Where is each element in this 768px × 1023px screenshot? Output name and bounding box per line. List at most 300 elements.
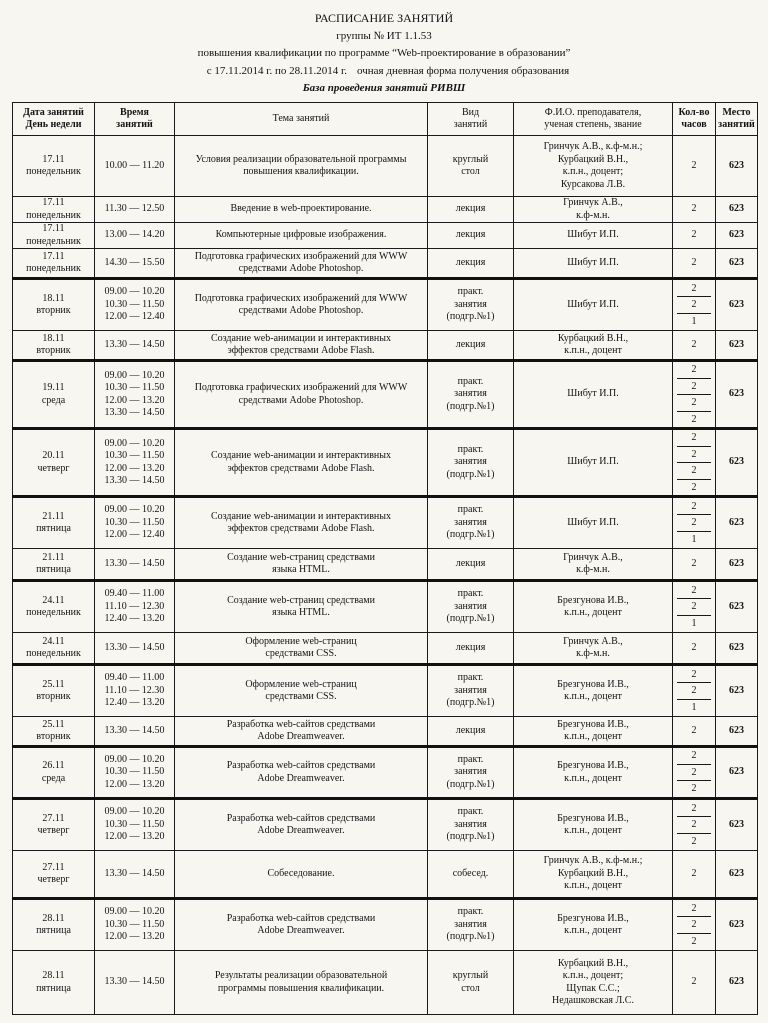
time-slot: 09.40 — 11.00 (104, 672, 165, 684)
col-header-teacher-line2: ученая степень, звание (544, 119, 642, 130)
hours-value: 2 (677, 447, 711, 464)
hours-value: 2 (691, 481, 697, 493)
time-slot: 11.30 — 12.50 (104, 203, 165, 215)
kind-line: (подгр.№1) (446, 697, 495, 709)
teacher-line: Гринчук А.В., к.ф-м.н.; (543, 141, 643, 152)
kind-line: стол (461, 166, 480, 177)
kind-line: лекция (455, 557, 486, 569)
teacher-cell (514, 361, 673, 429)
time-slot: 13.00 — 14.20 (104, 229, 165, 241)
topic-line: Разработка web-сайтов средствами (226, 760, 376, 771)
weekday-value: понедельник (26, 209, 81, 221)
hours-value: 2 (691, 203, 697, 215)
kind-cell (428, 331, 514, 361)
date-value: 17.11 (42, 153, 65, 165)
teacher-cell (514, 249, 673, 279)
time-slot: 13.30 — 14.50 (104, 976, 165, 988)
hours-cell (673, 197, 716, 223)
topic-cell (175, 665, 428, 717)
kind-cell (428, 279, 514, 331)
time-slot: 10.30 — 11.50 (104, 766, 165, 778)
hours-value: 1 (691, 315, 697, 327)
hours-cell (673, 331, 716, 361)
time-cell (95, 331, 175, 361)
date-cell (13, 549, 95, 581)
teacher-line: Шибут И.П. (567, 456, 619, 468)
table-row (13, 223, 758, 249)
time-slot: 12.40 — 13.20 (104, 697, 165, 709)
room-value: 623 (716, 331, 758, 361)
hours-value: 2 (677, 901, 711, 918)
date-cell (13, 429, 95, 497)
date-value: 17.11 (42, 223, 65, 234)
teacher-line: Брезгунова И.В., (557, 718, 629, 730)
kind-cell (428, 429, 514, 497)
time-cell (95, 747, 175, 799)
hours-value: 1 (691, 701, 697, 713)
hours-value: 2 (691, 835, 697, 847)
teacher-line: к.п.н., доцент (564, 772, 622, 784)
date-cell (13, 581, 95, 633)
col-header-kind-line2: занятий (453, 119, 488, 130)
document-header (0, 0, 768, 98)
teacher-cell (514, 747, 673, 799)
time-slot: 13.30 — 14.50 (104, 475, 165, 486)
room-value: 623 (716, 665, 758, 717)
hours-value: 2 (677, 599, 711, 616)
hours-value: 2 (677, 748, 711, 765)
time-slot: 12.00 — 13.20 (104, 831, 165, 843)
date-cell (13, 223, 95, 249)
hours-cell (673, 223, 716, 249)
teacher-line: к.п.н., доцент (564, 607, 622, 618)
teacher-cell (514, 665, 673, 717)
topic-line: Создание web-анимации и интерактивных (210, 450, 392, 461)
room-value: 623 (716, 899, 758, 951)
date-cell (13, 331, 95, 361)
teacher-cell (514, 549, 673, 581)
weekday-value: вторник (36, 305, 71, 316)
teacher-line: к.ф-м.н. (576, 648, 610, 659)
col-header-kind-line1: Вид (461, 107, 480, 118)
hours-value: 2 (677, 515, 711, 532)
kind-line: занятия (454, 684, 487, 696)
kind-cell (428, 899, 514, 951)
kind-cell (428, 665, 514, 717)
col-header-room-line2: занятий (718, 119, 755, 130)
topic-cell (175, 429, 428, 497)
date-value: 17.11 (42, 197, 65, 208)
time-cell (95, 717, 175, 747)
topic-cell (175, 249, 428, 279)
kind-line: (подгр.№1) (446, 529, 495, 541)
weekday-value: пятница (36, 523, 71, 534)
time-cell (95, 951, 175, 1015)
time-slot: 10.30 — 11.50 (104, 382, 165, 393)
kind-cell (428, 361, 514, 429)
room-value: 623 (716, 429, 758, 497)
date-cell (13, 249, 95, 279)
topic-line: Условия реализации образовательной программы (195, 153, 407, 165)
date-cell (13, 497, 95, 549)
time-slot: 10.30 — 11.50 (104, 298, 165, 310)
hours-value: 2 (677, 379, 711, 396)
topic-cell (175, 633, 428, 665)
topic-line: Оформление web-страниц (245, 635, 357, 647)
hours-cell (673, 799, 716, 851)
teacher-line: к.п.н., доцент (564, 825, 622, 836)
table-row (13, 717, 758, 747)
kind-line: собесед. (452, 867, 489, 879)
dates-line (8, 63, 768, 81)
hours-cell (673, 747, 716, 799)
time-slot: 10.30 — 11.50 (104, 516, 165, 528)
date-cell (13, 197, 95, 223)
topic-cell (175, 279, 428, 331)
kind-cell (428, 497, 514, 549)
teacher-line: Недашковская Л.С. (552, 995, 634, 1006)
table-row (13, 951, 758, 1015)
room-value: 623 (716, 223, 758, 249)
teacher-line: Гринчук А.В., (563, 197, 623, 208)
weekday-value: пятница (36, 925, 71, 936)
kind-line: практ. (457, 375, 484, 387)
topic-cell (175, 549, 428, 581)
topic-line: Собеседование. (267, 867, 335, 879)
topic-line: средствами CSS. (265, 691, 337, 702)
topic-line: Создание web-анимации и интерактивных (210, 510, 392, 522)
date-value: 21.11 (42, 551, 65, 563)
hours-value: 2 (677, 395, 711, 412)
time-slot: 14.30 — 15.50 (104, 256, 165, 268)
table-row (13, 549, 758, 581)
kind-line: занятия (454, 298, 487, 310)
weekday-value: среда (41, 772, 66, 784)
teacher-cell (514, 429, 673, 497)
teacher-line: Шибут И.П. (567, 298, 619, 310)
hours-cell (673, 279, 716, 331)
kind-line: занятия (454, 600, 487, 612)
hours-value: 2 (691, 338, 697, 350)
col-header-time-line1: Время (120, 107, 149, 118)
time-slot: 13.30 — 14.50 (104, 557, 165, 569)
table-row (13, 331, 758, 361)
room-value: 623 (716, 951, 758, 1015)
time-slot: 09.00 — 10.20 (104, 806, 165, 818)
weekday-value: понедельник (26, 607, 81, 618)
time-cell (95, 633, 175, 665)
topic-cell (175, 331, 428, 361)
weekday-value: четверг (37, 462, 70, 474)
time-slot: 12.40 — 13.20 (104, 613, 165, 625)
teacher-line: Курбацкий В.Н., (557, 153, 629, 165)
time-slot: 09.00 — 10.20 (104, 369, 165, 381)
teacher-line: Гринчук А.В., к.ф-м.н.; (543, 855, 643, 867)
hours-cell (673, 717, 716, 747)
kind-line: (подгр.№1) (446, 311, 495, 323)
time-cell (95, 899, 175, 951)
teacher-cell (514, 223, 673, 249)
time-slot: 09.00 — 10.20 (104, 753, 165, 765)
topic-line: Разработка web-сайтов средствами (226, 912, 376, 924)
kind-line: (подгр.№1) (446, 400, 495, 412)
time-slot: 10.30 — 11.50 (104, 450, 165, 461)
date-cell (13, 951, 95, 1015)
time-slot: 12.00 — 13.20 (104, 778, 165, 790)
weekday-value: четверг (37, 825, 70, 836)
kind-line: (подгр.№1) (446, 468, 495, 480)
room-value: 623 (716, 136, 758, 197)
teacher-cell (514, 951, 673, 1015)
kind-line: стол (461, 982, 480, 994)
hours-cell (673, 429, 716, 497)
topic-line: программы повышения квалификации. (217, 982, 385, 994)
time-slot: 13.30 — 14.50 (104, 724, 165, 736)
hours-value: 2 (691, 557, 697, 569)
hours-value: 2 (677, 362, 711, 379)
program-name: повышения квалификации по программе “Web-проектирование в образовании” (197, 47, 571, 59)
room-value: 623 (716, 549, 758, 581)
date-value: 27.11 (42, 861, 65, 873)
teacher-line: Брезгунова И.В., (557, 678, 629, 690)
topic-line: Результаты реализации образовательной (214, 970, 388, 981)
kind-cell (428, 581, 514, 633)
date-cell (13, 899, 95, 951)
teacher-line: к.ф-м.н. (576, 564, 610, 575)
topic-cell (175, 197, 428, 223)
date-value: 25.11 (42, 718, 65, 730)
room-value: 623 (716, 581, 758, 633)
kind-line: лекция (455, 338, 486, 350)
col-header-kind (428, 103, 514, 136)
teacher-line: Брезгунова И.В., (557, 760, 629, 771)
date-cell (13, 279, 95, 331)
time-slot: 11.10 — 12.30 (104, 600, 165, 612)
hours-value: 2 (677, 667, 711, 684)
hours-value: 2 (677, 463, 711, 480)
teacher-line: к.п.н., доцент; (562, 166, 624, 177)
time-slot: 13.30 — 14.50 (104, 338, 165, 350)
topic-line: Adobe Dreamweaver. (257, 825, 345, 836)
date-cell (13, 361, 95, 429)
date-value: 21.11 (42, 510, 65, 522)
venue-line: База проведения занятий РИВШ (302, 82, 466, 94)
topic-line: средствами Adobe Photoshop. (238, 305, 364, 316)
kind-line: занятия (454, 456, 487, 468)
teacher-line: Щупак С.С.; (566, 982, 620, 994)
time-slot: 12.00 — 13.20 (104, 462, 165, 474)
time-slot: 09.00 — 10.20 (104, 437, 165, 449)
time-slot: 13.30 — 14.50 (104, 407, 165, 418)
col-header-hours (673, 103, 716, 136)
table-row (13, 899, 758, 951)
topic-line: Разработка web-сайтов средствами (226, 812, 376, 824)
hours-cell (673, 951, 716, 1015)
teacher-line: Брезгунова И.В., (557, 812, 629, 824)
time-slot: 13.30 — 14.50 (104, 641, 165, 653)
date-value: 28.11 (42, 912, 65, 924)
kind-line: практ. (457, 443, 484, 455)
teacher-line: к.п.н., доцент (564, 925, 622, 936)
teacher-cell (514, 633, 673, 665)
kind-cell (428, 249, 514, 279)
time-cell (95, 665, 175, 717)
table-header-row (13, 103, 758, 136)
col-header-time-line2: занятий (116, 119, 153, 130)
topic-cell (175, 717, 428, 747)
study-form: очная дневная форма получения образования (357, 64, 570, 77)
date-value: 26.11 (42, 760, 65, 771)
table-row (13, 279, 758, 331)
kind-cell (428, 799, 514, 851)
hours-cell (673, 899, 716, 951)
weekday-value: вторник (36, 731, 71, 742)
time-cell (95, 279, 175, 331)
kind-line: (подгр.№1) (446, 831, 495, 843)
kind-cell (428, 549, 514, 581)
time-cell (95, 361, 175, 429)
kind-line: занятия (454, 766, 487, 778)
date-value: 24.11 (42, 635, 65, 647)
kind-line: (подгр.№1) (446, 931, 495, 943)
hours-value: 2 (677, 765, 711, 782)
hours-value: 2 (691, 159, 697, 171)
time-cell (95, 197, 175, 223)
col-header-topic: Тема занятий (175, 103, 428, 136)
topic-cell (175, 361, 428, 429)
time-slot: 09.00 — 10.20 (104, 504, 165, 516)
time-slot: 11.10 — 12.30 (104, 684, 165, 696)
topic-line: Оформление web-страниц (245, 678, 357, 690)
date-value: 28.11 (42, 970, 65, 981)
teacher-cell (514, 497, 673, 549)
teacher-cell (514, 581, 673, 633)
kind-line: практ. (457, 906, 484, 918)
hours-cell (673, 497, 716, 549)
room-value: 623 (716, 197, 758, 223)
kind-cell (428, 717, 514, 747)
teacher-line: к.п.н., доцент (564, 345, 622, 356)
topic-line: Введение в web-проектирование. (230, 203, 372, 215)
weekday-value: понедельник (26, 648, 81, 659)
topic-line: Adobe Dreamweaver. (257, 925, 345, 936)
teacher-line: Гринчук А.В., (563, 635, 623, 647)
room-value: 623 (716, 799, 758, 851)
teacher-line: Брезгунова И.В., (557, 594, 629, 606)
topic-line: языка HTML. (272, 564, 330, 575)
topic-cell (175, 899, 428, 951)
teacher-line: Шибут И.П. (567, 229, 619, 241)
topic-cell (175, 497, 428, 549)
col-header-time (95, 103, 175, 136)
topic-cell (175, 223, 428, 249)
hours-value: 2 (691, 641, 697, 653)
kind-line: круглый (452, 970, 489, 981)
topic-line: Подготовка графических изображений для WWW (194, 250, 408, 262)
topic-line: Компьютерные цифровые изображения. (215, 229, 387, 241)
time-slot: 12.00 — 12.40 (104, 311, 165, 323)
date-cell (13, 665, 95, 717)
teacher-cell (514, 717, 673, 747)
time-slot: 10.00 — 11.20 (104, 159, 165, 171)
kind-line: практ. (457, 753, 484, 765)
hours-value: 2 (677, 430, 711, 447)
topic-line: Создание web-анимации и интерактивных (210, 332, 392, 344)
hours-value: 2 (677, 817, 711, 834)
hours-value: 2 (677, 917, 711, 934)
hours-value: 2 (677, 297, 711, 314)
teacher-line: Шибут И.П. (567, 516, 619, 528)
kind-line: практ. (457, 806, 484, 818)
kind-line: занятия (454, 516, 487, 528)
col-header-date (13, 103, 95, 136)
kind-line: лекция (455, 229, 486, 241)
kind-cell (428, 223, 514, 249)
kind-line: занятия (454, 388, 487, 400)
hours-cell (673, 136, 716, 197)
teacher-line: Курбацкий В.Н., (557, 957, 629, 969)
topic-line: Разработка web-сайтов средствами (226, 718, 376, 730)
time-slot: 10.30 — 11.50 (104, 918, 165, 930)
document-title: РАСПИСАНИЕ ЗАНЯТИЙ (314, 11, 454, 25)
teacher-line: Брезгунова И.В., (557, 912, 629, 924)
table-row (13, 361, 758, 429)
table-row (13, 136, 758, 197)
hours-cell (673, 633, 716, 665)
weekday-value: понедельник (26, 166, 81, 177)
hours-value: 2 (677, 801, 711, 818)
date-value: 27.11 (42, 812, 65, 824)
topic-line: средствами Adobe Photoshop. (238, 263, 364, 274)
col-header-room-line1: Место (722, 107, 751, 118)
hours-cell (673, 249, 716, 279)
room-value: 623 (716, 497, 758, 549)
time-slot: 12.00 — 12.40 (104, 529, 165, 541)
kind-cell (428, 851, 514, 899)
table-row (13, 799, 758, 851)
teacher-line: к.п.н., доцент (564, 691, 622, 702)
topic-cell (175, 136, 428, 197)
kind-line: (подгр.№1) (446, 778, 495, 790)
topic-cell (175, 581, 428, 633)
teacher-cell (514, 279, 673, 331)
topic-cell (175, 851, 428, 899)
weekday-value: среда (41, 394, 66, 406)
time-cell (95, 497, 175, 549)
teacher-line: Курбацкий В.Н., (557, 867, 629, 879)
time-slot: 09.00 — 10.20 (104, 286, 165, 298)
date-value: 20.11 (42, 450, 65, 461)
hours-value: 2 (677, 499, 711, 516)
table-row (13, 851, 758, 899)
table-row (13, 249, 758, 279)
time-slot: 10.30 — 11.50 (104, 818, 165, 830)
kind-line: лекция (455, 724, 486, 736)
topic-line: Подготовка графических изображений для WWW (194, 382, 408, 393)
room-value: 623 (716, 717, 758, 747)
date-cell (13, 799, 95, 851)
schedule-table (12, 102, 758, 1015)
time-cell (95, 429, 175, 497)
time-cell (95, 549, 175, 581)
hours-value: 2 (691, 976, 697, 988)
kind-line: (подгр.№1) (446, 613, 495, 625)
room-value: 623 (716, 747, 758, 799)
topic-cell (175, 951, 428, 1015)
hours-value: 2 (691, 783, 697, 795)
kind-line: занятия (454, 818, 487, 830)
kind-line: практ. (457, 588, 484, 600)
